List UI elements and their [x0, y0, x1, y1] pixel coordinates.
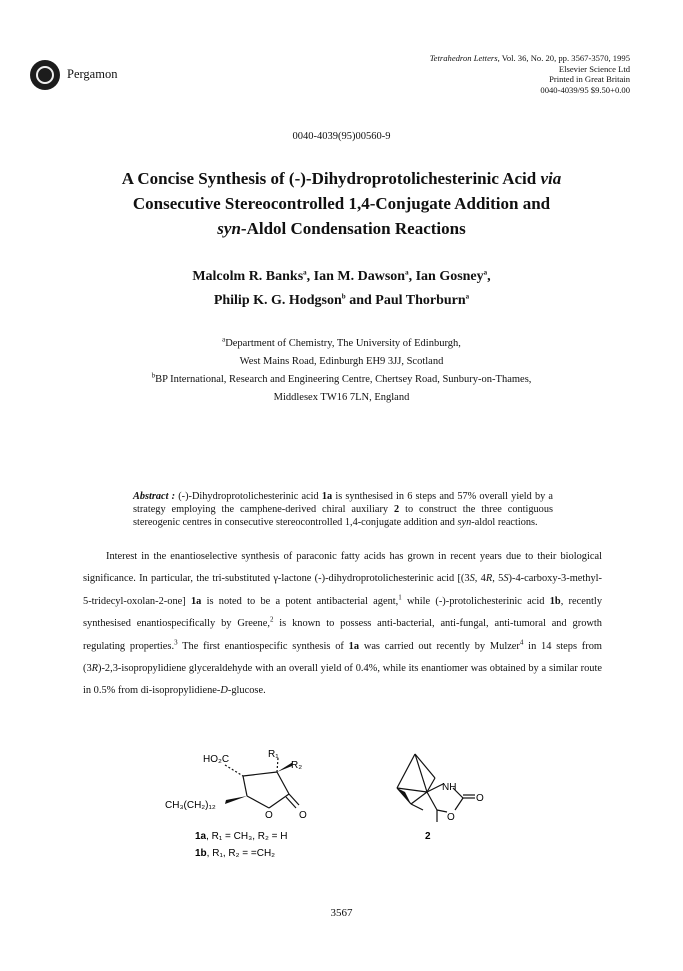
- journal-name: Tetrahedron Letters: [429, 53, 498, 63]
- affil-mark: a: [483, 268, 488, 277]
- affiliation-a-line-2: West Mains Road, Edinburgh EH9 3JJ, Scotland: [239, 356, 444, 367]
- affil-mark: a: [405, 268, 409, 277]
- page-number: 3567: [330, 907, 353, 919]
- journal-header: [430, 53, 630, 95]
- pergamon-logo-icon: [30, 60, 60, 90]
- author-3: Ian Gosney: [415, 269, 484, 284]
- reference-mark: 2: [269, 615, 274, 624]
- affil-mark: b: [151, 371, 156, 380]
- author-2: Ian M. Dawson: [313, 269, 406, 284]
- label-r1: R₁: [268, 749, 279, 760]
- structure-figure: [165, 748, 545, 860]
- publisher-name: Pergamon: [67, 67, 118, 81]
- label-nh: NH: [442, 782, 457, 793]
- label-carbonyl-o: O: [299, 810, 307, 821]
- paper-title: [40, 166, 643, 241]
- printed-line: Printed in Great Britain: [549, 74, 630, 85]
- affil-mark: a: [222, 335, 226, 344]
- title-line-3: -Aldol Condensation Reactions: [240, 219, 466, 238]
- author-4: Philip K. G. Hodgson: [213, 293, 342, 308]
- compound-ref: 1a: [190, 595, 202, 607]
- title-line-1: A Concise Synthesis of (-)-Dihydroprotolichesterinic Acid: [121, 169, 541, 188]
- abstract: Abstract : (-)-Dihydroprotolichesterinic acid 1a is synthesised in 6 steps and 57% overall yield by a strategy employing the camphene-derived chiral auxiliary 2 to construct the three contiguous stereogenic centres in consecutive stereocontrolled 1,4-conjugate addition and syn-aldol reactions.: [133, 491, 553, 528]
- title-italic-syn: syn: [217, 219, 241, 238]
- structure-2: [397, 754, 475, 822]
- label-aux-carbonyl-o: O: [476, 793, 484, 804]
- label-r2: R₂: [291, 760, 303, 771]
- affiliations: [40, 335, 643, 407]
- affil-mark: a: [303, 268, 307, 277]
- caption-2: 2: [425, 831, 431, 842]
- doi: 0040-4039(95)00560-9: [292, 131, 391, 142]
- affiliation-a-line-1: Department of Chemistry, The University of Edinburgh,: [225, 338, 461, 349]
- caption-1a: 1a, R₁ = CH₃, R₂ = H: [195, 831, 288, 842]
- paragraph: Interest in the enantioselective synthesis of paraconic fatty acids has grown in recent years due to their biological significance. In particular, the tri-substituted γ-lactone (-)-dihydroprotolichesterinic acid [(3S, 4R, 5S)-4-carboxy-3-methyl-5-tridecyl-oxolan-2-one] 1a is noted to be a potent antibacterial agent,$^1$ while (-)-protolichesterinic acid 1b, recently synthesised enantiospecifically by Greene,$^2$ is known to possess anti-bacterial, anti-fungal, anti-tumoral and growth regulating properties.$^3$ The first enantiospecific synthesis of 1a was carried out recently by Mulzer$^4$ in 14 steps from (3R)-2,3-isopropylidiene glyceraldehyde with an overall yield of 0.4%, while its enantiomer was obtained by a similar route in 0.5% from di-isopropylidiene-D-glucose.: [83, 551, 603, 697]
- author-and: and: [345, 293, 376, 308]
- title-italic-via: via: [540, 169, 562, 188]
- affil-mark: a: [465, 292, 470, 301]
- label-ho2c: HO₂C: [203, 754, 230, 765]
- author-5: Paul Thorburn: [375, 293, 466, 308]
- title-line-2: Consecutive Stereocontrolled 1,4-Conjugate Addition and: [132, 194, 551, 213]
- affiliation-b-line-2: Middlesex TW16 7LN, England: [273, 392, 410, 403]
- affiliation-b-line-1: BP International, Research and Engineering Centre, Chertsey Road, Sunbury-on-Thames,: [155, 374, 532, 385]
- author-list: Malcolm R. Banks$^a$, Ian M. Dawson$^a$, Ian Gosney$^a$, Philip K. G. Hodgson$^b$ and Paul Thorburn$^a$: [192, 268, 491, 308]
- journal-volume: , Vol. 36, No. 20, pp. 3567-3570, 1995: [497, 53, 630, 63]
- affil-mark: b: [341, 292, 346, 301]
- compound-ref: 1a: [348, 640, 360, 652]
- copyright-line: Elsevier Science Ltd: [558, 63, 630, 74]
- body-text: [83, 546, 602, 703]
- abstract-label: Abstract :: [133, 491, 176, 502]
- reference-mark: 4: [519, 638, 524, 647]
- journal-citation: [430, 53, 630, 64]
- caption-1b: 1b, R₁, R₂ = =CH₂: [195, 848, 276, 859]
- author-1: Malcolm R. Banks: [192, 269, 304, 284]
- reference-mark: 1: [398, 593, 402, 602]
- compound-ref: 1a: [321, 491, 333, 502]
- label-aux-ring-o: O: [447, 812, 455, 823]
- label-chain: CH₃(CH₂)₁₂: [165, 800, 216, 811]
- reference-mark: 3: [174, 638, 178, 647]
- label-ring-o: O: [265, 810, 273, 821]
- compound-ref: 2: [393, 504, 400, 515]
- price-line: 0040-4039/95 $9.50+0.00: [540, 84, 630, 95]
- compound-ref: 1b: [549, 595, 561, 607]
